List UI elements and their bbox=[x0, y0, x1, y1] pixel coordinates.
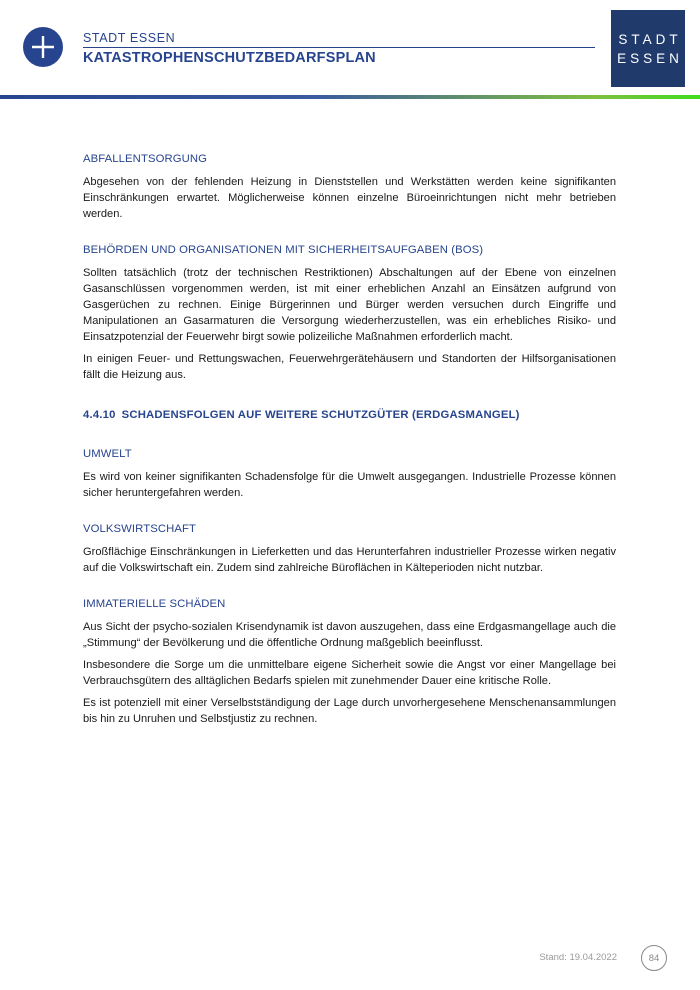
section-heading-volkswirtschaft: VOLKSWIRTSCHAFT bbox=[83, 523, 197, 535]
paragraph: In einigen Feuer- und Rettungswachen, Feuerwehrgerätehäusern und Standorten der Hilfsorganisationen fällt die Heizung aus. bbox=[83, 353, 616, 381]
section-heading-immaterielle-schaeden: IMMATERIELLE SCHÄDEN bbox=[83, 598, 226, 610]
stadt-essen-logo bbox=[611, 10, 685, 87]
paragraph: Insbesondere die Sorge um die unmittelbare eigene Sicherheit sowie die Angst vor einer Mangellage bei Verbrauchsgütern des alltäglichen Bedarfs spielen mit zunehmender Dauer eine kritische Rolle. bbox=[83, 659, 616, 687]
logo-line-2: ESSEN bbox=[617, 50, 683, 66]
paragraph: Großflächige Einschränkungen in Lieferketten und das Herunterfahren industrieller Prozesse wirken negativ auf die Volkswirtschaft ein. Zudem sind zahlreiche Büroflächen in Kälteperioden nicht nutzbar. bbox=[83, 546, 616, 574]
footer-date: Stand: 19.04.2022 bbox=[539, 952, 617, 963]
logo-line-1: STADT bbox=[618, 31, 682, 47]
header-divider bbox=[83, 47, 595, 48]
header-gradient-bar bbox=[0, 95, 700, 99]
section-heading-bos: BEHÖRDEN UND ORGANISATIONEN MIT SICHERHEITSAUFGABEN (BOS) bbox=[83, 244, 484, 256]
paragraph: Es ist potenziell mit einer Verselbstständigung der Lage durch unvorhergesehene Menschenansammlungen bis hin zu Unruhen und Selbstjustiz zu rechnen. bbox=[83, 697, 616, 725]
paragraph: Abgesehen von der fehlenden Heizung in Dienststellen und Werkstätten werden keine signifikanten Einschränkungen erwartet. Möglicherweise können einzelne Büroeinrichtungen nicht mehr betrieben werden. bbox=[83, 176, 616, 220]
paragraph: Sollten tatsächlich (trotz der technischen Restriktionen) Abschaltungen auf der Ebene von einzelnen Gasanschlüssen vorgenommen werden, ist mit einer erheblichen Anzahl an Einsätzen aufgrund von Gasgerüchen zu rechnen. Einige Bürgerinnen und Bürger werden versuchen durch Eingriffe und Manipulationen an Gasarmaturen die Versorgung wiederherzustellen, was ein erhebliches Risiko- und Einsatzpotenzial der Feuerwehr birgt sowie polizeiliche Maßnahmen erforderlich macht. bbox=[83, 267, 616, 343]
plus-icon bbox=[23, 27, 63, 67]
header-city: STADT ESSEN bbox=[83, 31, 176, 45]
section-heading-abfallentsorgung: ABFALLENTSORGUNG bbox=[83, 153, 208, 165]
section-heading-umwelt: UMWELT bbox=[83, 448, 132, 460]
paragraph: Es wird von keiner signifikanten Schadensfolge für die Umwelt ausgegangen. Industrielle Prozesse können sicher heruntergefahren werden. bbox=[83, 471, 616, 499]
paragraph: Aus Sicht der psycho-sozialen Krisendynamik ist davon auszugehen, dass eine Erdgasmangellage auch die „Stimmung“ der Bevölkerung und die öffentliche Ordnung maßgeblich beeinflusst. bbox=[83, 621, 616, 649]
chapter-heading bbox=[83, 409, 616, 421]
chapter-title: SCHADENSFOLGEN AUF WEITERE SCHUTZGÜTER (ERDGASMANGEL) bbox=[121, 409, 520, 421]
page-number: 84 bbox=[641, 945, 667, 971]
chapter-number: 4.4.10 bbox=[83, 409, 116, 421]
page-content bbox=[83, 153, 616, 733]
document-title: KATASTROPHENSCHUTZBEDARFSPLAN bbox=[83, 50, 376, 66]
